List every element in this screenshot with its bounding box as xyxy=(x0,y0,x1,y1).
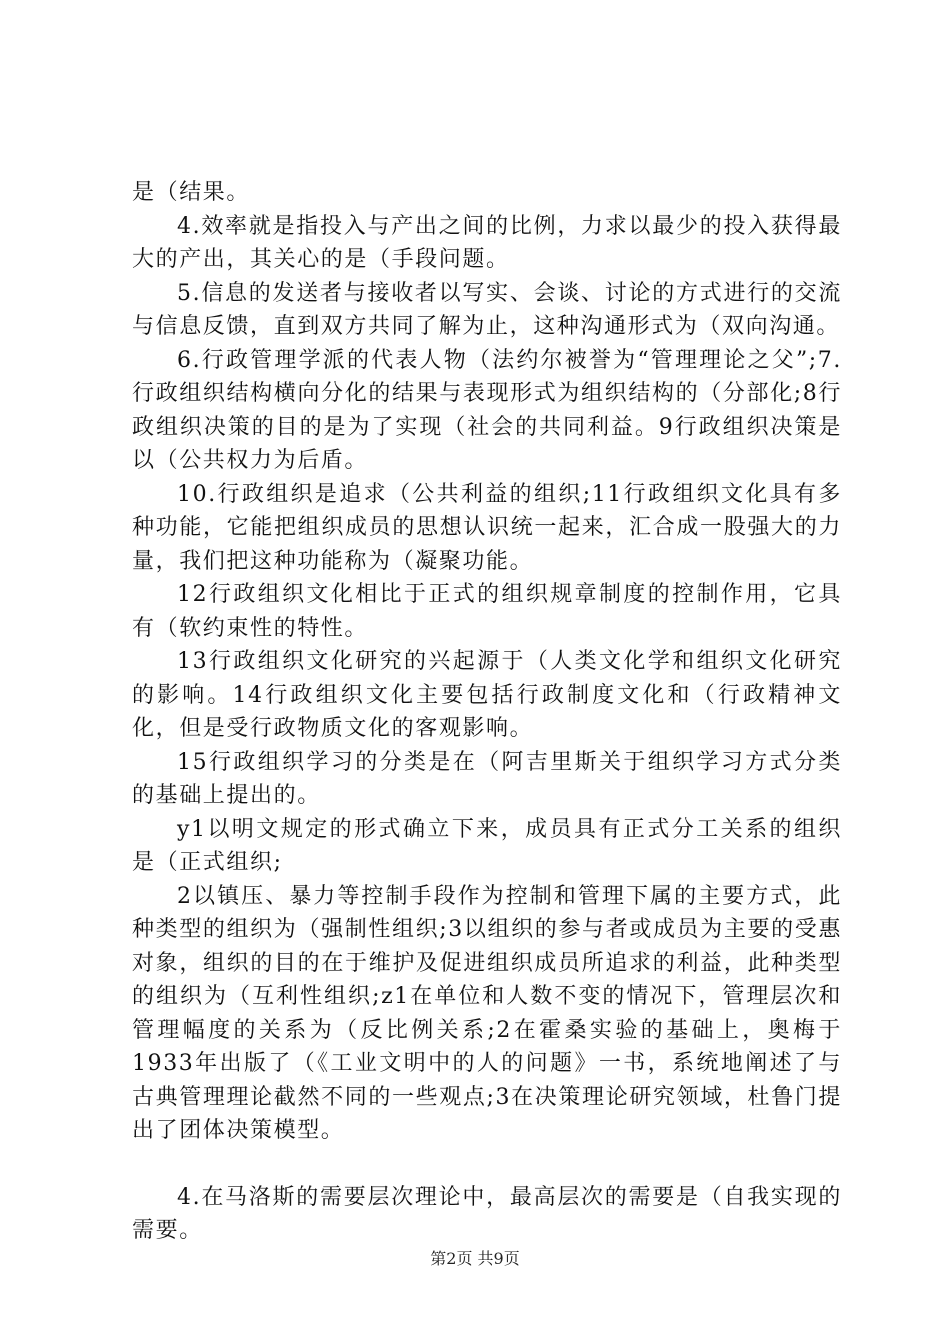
paragraph-item-y1: y1以明文规定的形式确立下来，成员具有正式分工关系的组织是（正式组织; xyxy=(132,816,842,875)
paragraph-item-13: 13行政组织文化研究的兴起源于（人类文化学和组织文化研究的影响。14行政组织文化主要包括行政制度文化和（行政精神文化，但是受行政物质文化的客观影响。 xyxy=(132,649,842,741)
paragraph-continuation: 是（结果。 xyxy=(132,180,251,205)
paragraph-item-10: 10.行政组织是追求（公共利益的组织;11行政组织文化具有多种功能，它能把组织成员的思想认识统一起来，汇合成一股强大的力量，我们把这种功能称为（凝聚功能。 xyxy=(132,481,842,574)
page-footer xyxy=(0,1246,950,1269)
paragraph-item-15: 15行政组织学习的分类是在（阿吉里斯关于组织学习方式分类的基础上提出的。 xyxy=(132,749,842,808)
paragraph-item-12: 12行政组织文化相比于正式的组织规章制度的控制作用，它具有（软约束性的特性。 xyxy=(132,582,842,641)
page-indicator: 第2页 共9页 xyxy=(430,1249,520,1268)
paragraph-item-4-maslow: 4.在马洛斯的需要层次理论中，最高层次的需要是（自我实现的需要。 xyxy=(132,1184,842,1243)
paragraph-item-2: 2以镇压、暴力等控制手段作为控制和管理下属的主要方式，此种类型的组织为（强制性组织;3以组织的参与者或成员为主要的受惠对象，组织的目的在于维护及促进组织成员所追求的利益，此种类型的组织为（互利性组织;z1在单位和人数不变的情况下，管理层次和管理幅度的关系为（反比例关系;2在霍桑实验的基础上，奥梅于1933年出版了（《工业文明中的人的问题》一书，系统地阐述了与古典管理理论截然不同的一些观点;3在决策理论研究领域，杜鲁门提出了团体决策模型。 xyxy=(132,883,842,1143)
paragraph-item-5: 5.信息的发送者与接收者以写实、会谈、讨论的方式进行的交流与信息反馈，直到双方共同了解为止，这种沟通形式为（双向沟通。 xyxy=(132,280,842,339)
paragraph-item-6: 6.行政管理学派的代表人物（法约尔被誉为“管理理论之父”;7.行政组织结构横向分化的结果与表现形式为组织结构的（分部化;8行政组织决策的目的是为了实现（社会的共同利益。9行政组织决策是以（公共权力为后盾。 xyxy=(132,347,842,473)
paragraph-item-4: 4.效率就是指投入与产出之间的比例，力求以最少的投入获得最大的产出，其关心的是（手段问题。 xyxy=(132,213,842,272)
document-body xyxy=(132,176,842,1248)
